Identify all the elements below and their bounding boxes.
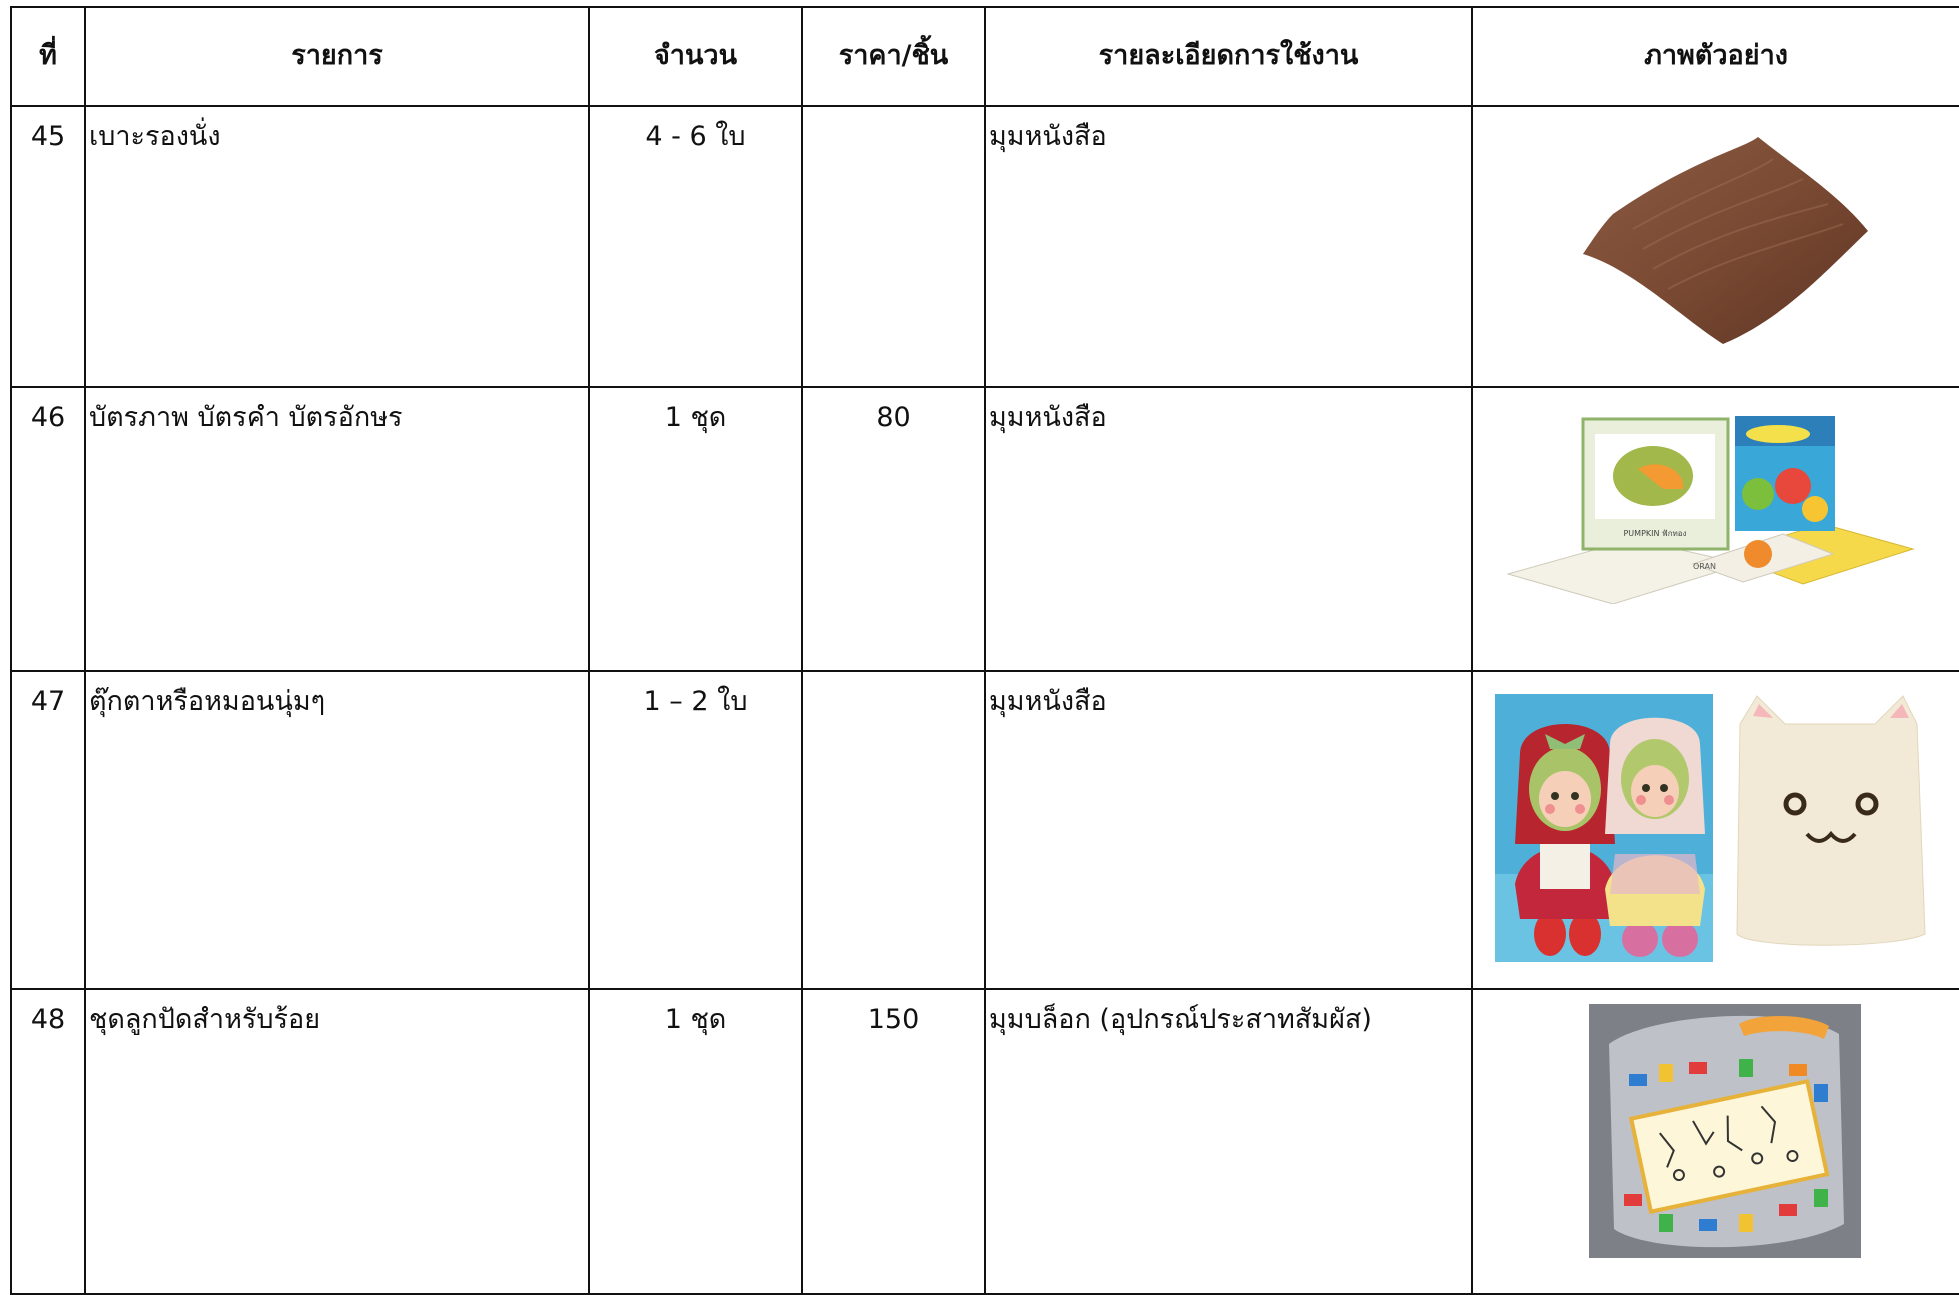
- seat-cushion-image: [1573, 119, 1873, 359]
- table-row: [11, 387, 1959, 671]
- equipment-table: [10, 6, 1959, 1295]
- row-item: ชุดลูกปัดสำหรับร้อย: [85, 989, 589, 1294]
- table-row: [11, 989, 1959, 1294]
- header-item: รายการ: [85, 7, 589, 106]
- row-detail: มุมหนังสือ: [985, 671, 1472, 989]
- flash-cards-image: [1503, 414, 1923, 604]
- header-no: ที่: [11, 7, 85, 106]
- row-number: 45: [11, 106, 85, 387]
- row-number: 46: [11, 387, 85, 671]
- row-price: [802, 106, 985, 387]
- row-sample: [1472, 106, 1959, 387]
- header-qty: จำนวน: [589, 7, 802, 106]
- row-price: 80: [802, 387, 985, 671]
- row-detail: มุมหนังสือ: [985, 106, 1472, 387]
- row-item: ตุ๊กตาหรือหมอนนุ่มๆ: [85, 671, 589, 989]
- row-qty: 1 ชุด: [589, 387, 802, 671]
- row-number: 48: [11, 989, 85, 1294]
- header-detail: รายละเอียดการใช้งาน: [985, 7, 1472, 106]
- row-detail: มุมหนังสือ: [985, 387, 1472, 671]
- header-sample: ภาพตัวอย่าง: [1472, 7, 1959, 106]
- row-item: บัตรภาพ บัตรคำ บัตรอักษร: [85, 387, 589, 671]
- header-price: ราคา/ชิ้น: [802, 7, 985, 106]
- row-qty: 4 - 6 ใบ: [589, 106, 802, 387]
- table-row: [11, 106, 1959, 387]
- row-detail: มุมบล็อก (อุปกรณ์ประสาทสัมผัส): [985, 989, 1472, 1294]
- row-sample: [1472, 989, 1959, 1294]
- bead-set-image: [1589, 1004, 1861, 1258]
- row-item: เบาะรองนั่ง: [85, 106, 589, 387]
- card-label: ORAN: [1693, 562, 1716, 571]
- header-row: [11, 7, 1959, 106]
- table-row: [11, 671, 1959, 989]
- card-box-label: PUMPKIN ฟักทอง: [1623, 529, 1687, 538]
- dolls-and-pillow-image: [1495, 694, 1940, 962]
- row-number: 47: [11, 671, 85, 989]
- row-sample: [1472, 671, 1959, 989]
- row-qty: 1 ชุด: [589, 989, 802, 1294]
- row-price: [802, 671, 985, 989]
- row-price: 150: [802, 989, 985, 1294]
- row-sample: [1472, 387, 1959, 671]
- row-qty: 1 – 2 ใบ: [589, 671, 802, 989]
